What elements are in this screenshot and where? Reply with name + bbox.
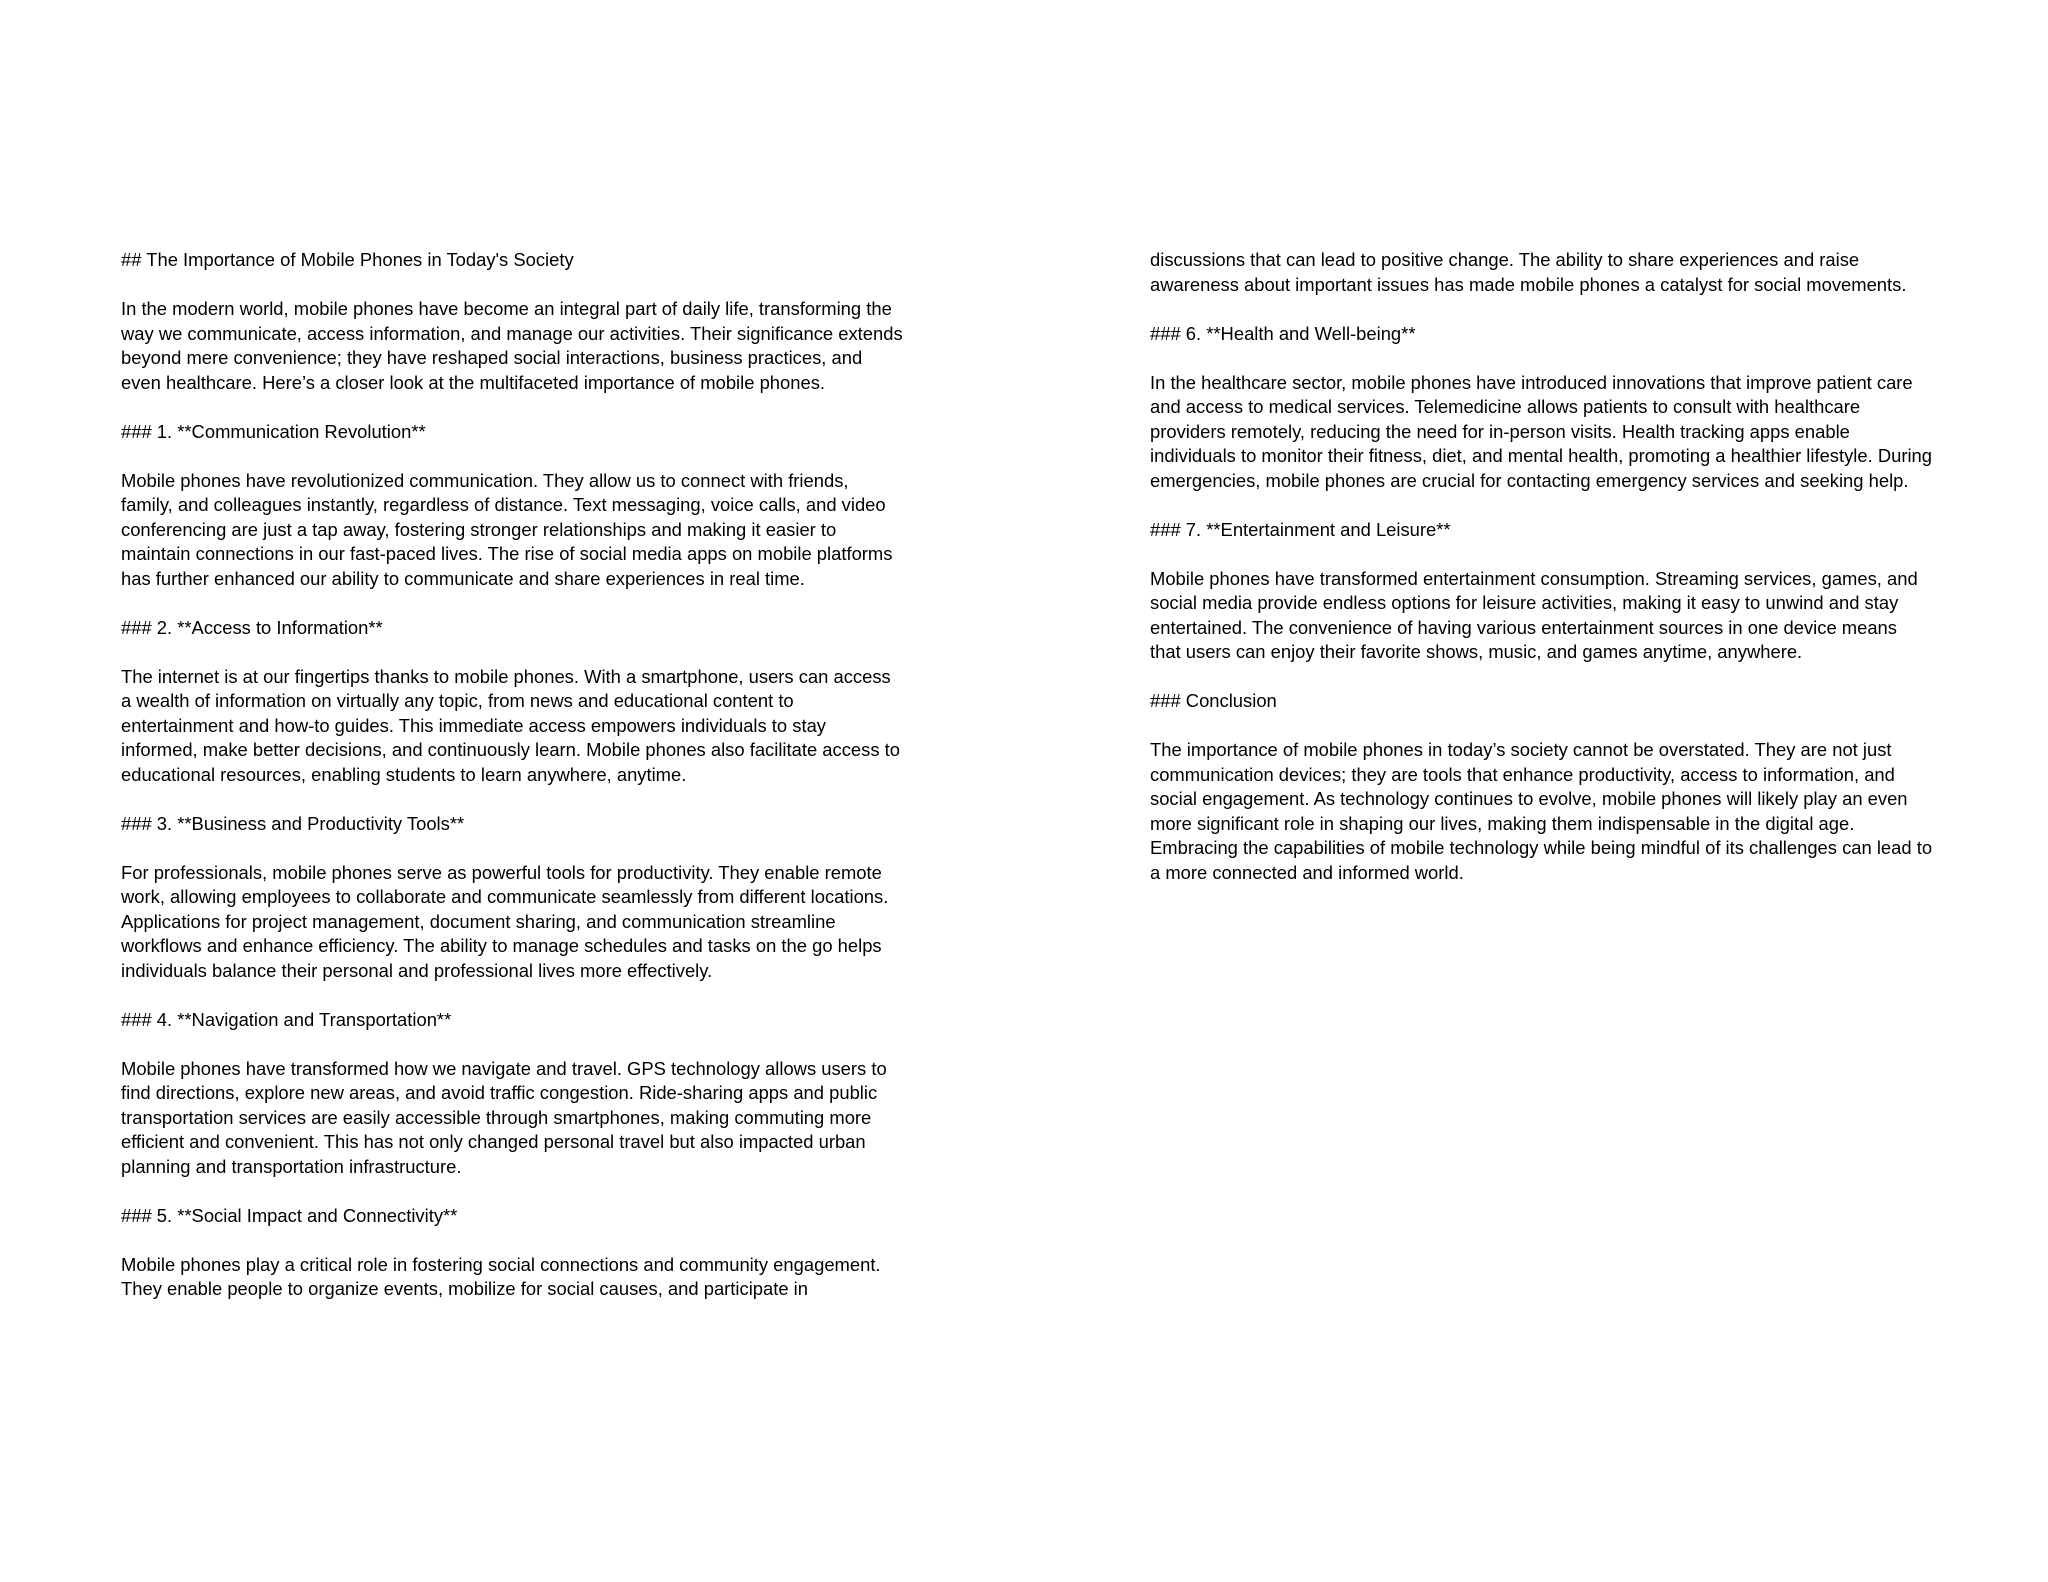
section-heading-line: ### 1. **Communication Revolution** <box>121 420 426 442</box>
body-text-line: awareness about important issues has made mobile phones a catalyst for social movements. <box>1150 273 1907 295</box>
body-text-line: individuals balance their personal and professional lives more effectively. <box>121 959 713 981</box>
body-text-line: transportation services are easily accessible through smartphones, making commuting more <box>121 1106 872 1128</box>
body-text-line: The importance of mobile phones in today’s society cannot be overstated. They are not just <box>1150 739 1892 760</box>
body-text-line: Embracing the capabilities of mobile technology while being mindful of its challenges can lead to <box>1150 837 1933 858</box>
paragraph-gap <box>1150 297 1950 322</box>
body-text-line: Applications for project management, document sharing, and communication streamline <box>121 910 836 932</box>
body-text-line: workflows and enhance efficiency. The ability to manage schedules and tasks on the go helps <box>121 935 882 956</box>
body-text-line: educational resources, enabling students to learn anywhere, anytime. <box>121 763 687 785</box>
body-text-line: Mobile phones play a critical role in fostering social connections and community engagement. <box>121 1253 881 1275</box>
paragraph-gap <box>121 836 921 861</box>
body-text-line: entertainment and how-to guides. This immediate access empowers individuals to stay <box>121 714 826 736</box>
paragraph-gap <box>1150 665 1950 690</box>
section-heading-line: ### 3. **Business and Productivity Tools** <box>121 812 465 834</box>
section-heading-line: ### 7. **Entertainment and Leisure** <box>1150 518 1451 540</box>
body-text-line: They enable people to organize events, mobilize for social causes, and participate in <box>121 1278 808 1299</box>
paragraph-gap <box>1150 346 1950 371</box>
paragraph-gap <box>121 1032 921 1057</box>
body-text-line: a wealth of information on virtually any topic, from news and educational content to <box>121 690 794 711</box>
section-heading-line: ## The Importance of Mobile Phones in Today's Society <box>121 249 574 270</box>
body-text-line: conferencing are just a tap away, fostering stronger relationships and making it easier to <box>121 518 837 540</box>
body-text-line: entertained. The convenience of having various entertainment sources in one device means <box>1150 616 1897 638</box>
body-text-line: Mobile phones have transformed entertainment consumption. Streaming services, games, and <box>1150 567 1918 589</box>
body-text-line: work, allowing employees to collaborate and communicate seamlessly from different locations. <box>121 886 889 907</box>
paragraph-gap <box>121 591 921 616</box>
body-text-line: even healthcare. Here’s a closer look at the multifaceted importance of mobile phones. <box>121 371 826 393</box>
body-text-line: efficient and convenient. This has not only changed personal travel but also impacted urban <box>121 1131 866 1152</box>
body-text-line: and access to medical services. Telemedicine allows patients to consult with healthcare <box>1150 396 1861 417</box>
paragraph-gap <box>121 787 921 812</box>
paragraph-gap <box>1150 493 1950 518</box>
paragraph-gap <box>1150 714 1950 739</box>
body-text-line: communication devices; they are tools that enhance productivity, access to information, and <box>1150 763 1895 785</box>
paragraph-gap <box>121 1228 921 1253</box>
body-text-line: find directions, explore new areas, and avoid traffic congestion. Ride-sharing apps and public <box>121 1082 878 1103</box>
body-text-line: a more connected and informed world. <box>1150 861 1464 883</box>
body-text-line: In the healthcare sector, mobile phones have introduced innovations that improve patient care <box>1150 371 1913 393</box>
body-text-line: social engagement. As technology continues to evolve, mobile phones will likely play an even <box>1150 788 1908 809</box>
paragraph-gap <box>121 395 921 420</box>
body-text-line: has further enhanced our ability to communicate and share experiences in real time. <box>121 567 805 589</box>
body-text-line: way we communicate, access information, and manage our activities. Their significance extends <box>121 322 903 344</box>
section-heading-line: ### Conclusion <box>1150 690 1277 711</box>
body-text-line: maintain connections in our fast-paced lives. The rise of social media apps on mobile platforms <box>121 543 893 564</box>
body-text-line: more significant role in shaping our lives, making them indispensable in the digital age. <box>1150 812 1855 834</box>
body-text-line: discussions that can lead to positive change. The ability to share experiences and raise <box>1150 249 1860 270</box>
body-text-line: The internet is at our fingertips thanks to mobile phones. With a smartphone, users can access <box>121 665 891 687</box>
body-text-line: informed, make better decisions, and continuously learn. Mobile phones also facilitate access to <box>121 739 900 760</box>
paragraph-gap <box>121 273 921 298</box>
body-text-line: In the modern world, mobile phones have become an integral part of daily life, transforming the <box>121 298 892 319</box>
section-heading-line: ### 5. **Social Impact and Connectivity** <box>121 1204 458 1226</box>
body-text-line: beyond mere convenience; they have reshaped social interactions, business practices, and <box>121 347 863 368</box>
paragraph-gap <box>121 1179 921 1204</box>
paragraph-gap <box>121 983 921 1008</box>
body-text-line: For professionals, mobile phones serve as powerful tools for productivity. They enable remote <box>121 861 882 883</box>
right-text-column <box>1150 248 1950 885</box>
left-text-column <box>121 248 921 1302</box>
body-text-line: Mobile phones have revolutionized communication. They allow us to connect with friends, <box>121 469 849 491</box>
body-text-line: individuals to monitor their fitness, diet, and mental health, promoting a healthier lifestyle. During <box>1150 445 1933 466</box>
body-text-line: emergencies, mobile phones are crucial for contacting emergency services and seeking help. <box>1150 469 1909 491</box>
body-text-line: family, and colleagues instantly, regardless of distance. Text messaging, voice calls, and video <box>121 494 886 515</box>
body-text-line: that users can enjoy their favorite shows, music, and games anytime, anywhere. <box>1150 641 1803 662</box>
body-text-line: planning and transportation infrastructure. <box>121 1155 462 1177</box>
section-heading-line: ### 4. **Navigation and Transportation** <box>121 1008 452 1030</box>
paragraph-gap <box>1150 542 1950 567</box>
body-text-line: social media provide endless options for leisure activities, making it easy to unwind and stay <box>1150 592 1899 613</box>
body-text-line: providers remotely, reducing the need for in-person visits. Health tracking apps enable <box>1150 420 1850 442</box>
section-heading-line: ### 2. **Access to Information** <box>121 616 383 638</box>
paragraph-gap <box>121 444 921 469</box>
body-text-line: Mobile phones have transformed how we navigate and travel. GPS technology allows users to <box>121 1057 887 1079</box>
paragraph-gap <box>121 640 921 665</box>
section-heading-line: ### 6. **Health and Well-being** <box>1150 322 1416 344</box>
